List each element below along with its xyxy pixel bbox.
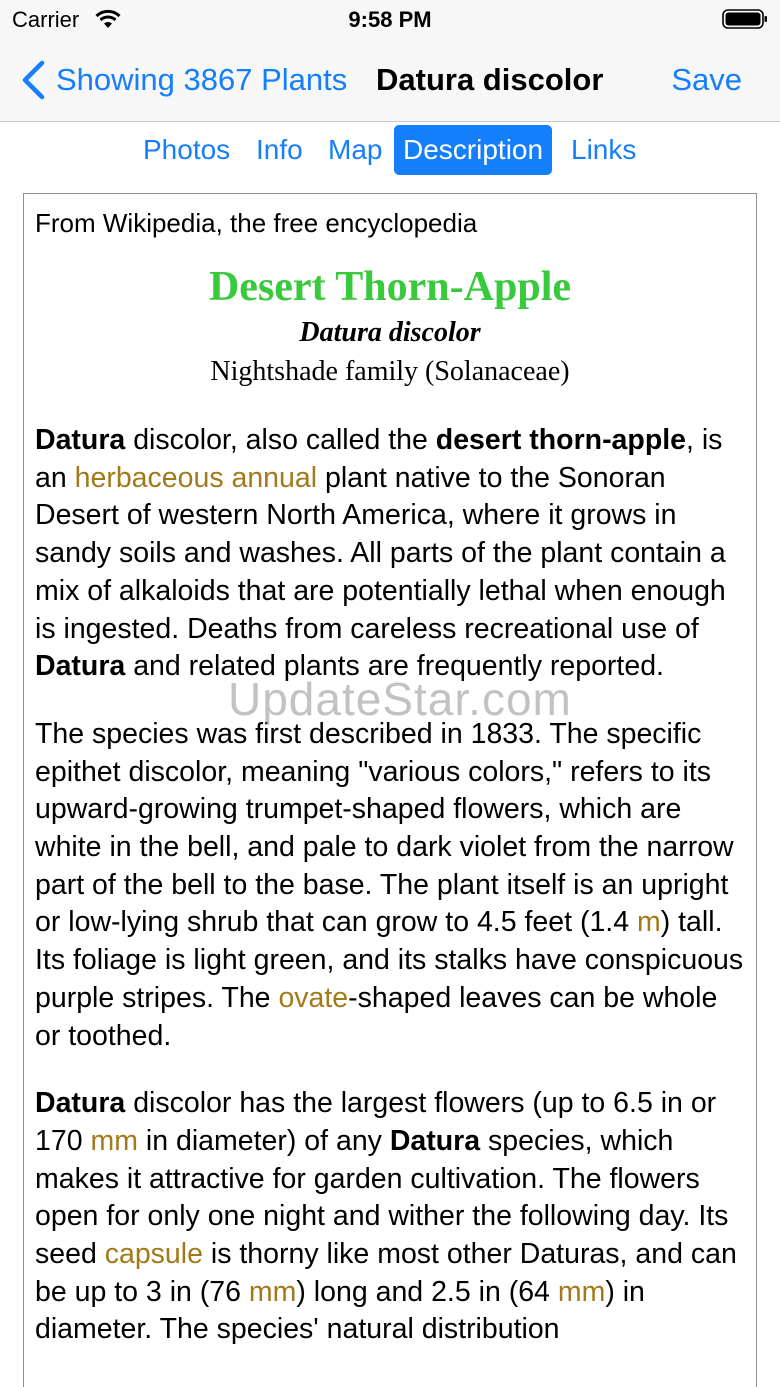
tab-photos[interactable]: Photos	[143, 134, 231, 165]
save-button[interactable]: Save	[671, 62, 742, 97]
text: discolor has the largest flowers (up to 6.5 in or 170	[35, 1087, 717, 1157]
link-m[interactable]: m	[636, 906, 661, 939]
section-tabs	[0, 125, 780, 175]
battery-icon	[722, 9, 768, 29]
tab-info[interactable]: Info	[256, 134, 303, 165]
source-note: From Wikipedia, the free encyclopedia	[35, 208, 478, 238]
text: ) tall. Its foliage is light green, and its stalks have conspicuous purple stripes. The	[35, 906, 744, 1014]
link-herbaceous-annual[interactable]: herbaceous annual	[74, 461, 318, 494]
navigation-bar	[0, 40, 780, 122]
bold-text: Datura	[35, 424, 126, 456]
bold-text: Datura	[35, 1087, 126, 1120]
tab-links[interactable]: Links	[571, 134, 637, 165]
tab-description[interactable]: Description	[394, 125, 552, 175]
paragraph-2	[35, 716, 745, 1055]
link-mm[interactable]: mm	[557, 1275, 606, 1308]
text: ) in diameter. The species' natural distribution	[35, 1275, 645, 1346]
text: , is an	[35, 424, 723, 494]
text: plant native to the Sonoran Desert of western North America, where it grows in sandy soils and washes. All parts of the plant contain a mix of alkaloids that are potentially lethal when enough is ingested. Deaths from careless recreational use of	[35, 461, 726, 645]
text: species, which makes it attractive for garden cultivation. The flowers open for only one night and wither the following day. Its seed	[35, 1124, 729, 1271]
text: The species was first described in 1833. The specific epithet discolor, meaning "various colors," refers to its upward-growing trumpet-shaped flowers, which are white in the bell, and pale to dark violet from the narrow part of the bell to the base. The plant itself is an upright or low-lying shrub that can grow to 4.5 feet (1.4	[35, 717, 734, 939]
paragraph-1	[35, 422, 745, 686]
bold-text: Datura	[35, 650, 126, 683]
paragraph-3	[35, 1085, 745, 1349]
link-ovate[interactable]: ovate	[278, 981, 349, 1014]
bold-text: desert thorn-apple	[435, 424, 686, 456]
status-bar	[0, 0, 780, 40]
back-button-label: Showing 3867 Plants	[56, 62, 348, 97]
family-name: Nightshade family (Solanaceae)	[210, 356, 570, 387]
chevron-left-icon	[20, 60, 46, 100]
description-webview[interactable]	[23, 193, 757, 1387]
text: discolor, also called the	[125, 424, 436, 456]
status-time: 9:58 PM	[348, 7, 432, 32]
text: -shaped leaves can be whole or toothed.	[35, 981, 718, 1052]
tab-map[interactable]: Map	[328, 134, 383, 165]
text: and related plants are frequently reported.	[125, 650, 664, 683]
scientific-name: Datura discolor	[299, 317, 481, 348]
link-capsule[interactable]: capsule	[104, 1238, 203, 1271]
link-mm[interactable]: mm	[90, 1124, 138, 1157]
page-title: Datura discolor	[376, 62, 604, 97]
link-mm[interactable]: mm	[248, 1275, 297, 1308]
bold-text: Datura	[389, 1124, 481, 1157]
common-name-heading: Desert Thorn-Apple	[208, 264, 572, 310]
carrier-label: Carrier	[12, 7, 80, 32]
text: is thorny like most other Daturas, and can be up to 3 in (76	[35, 1238, 737, 1308]
watermark: UpdateStar.com	[228, 673, 572, 725]
text: ) long and 2.5 in (64	[296, 1275, 558, 1308]
text: in diameter) of any	[137, 1124, 390, 1157]
back-button[interactable]	[20, 60, 347, 100]
